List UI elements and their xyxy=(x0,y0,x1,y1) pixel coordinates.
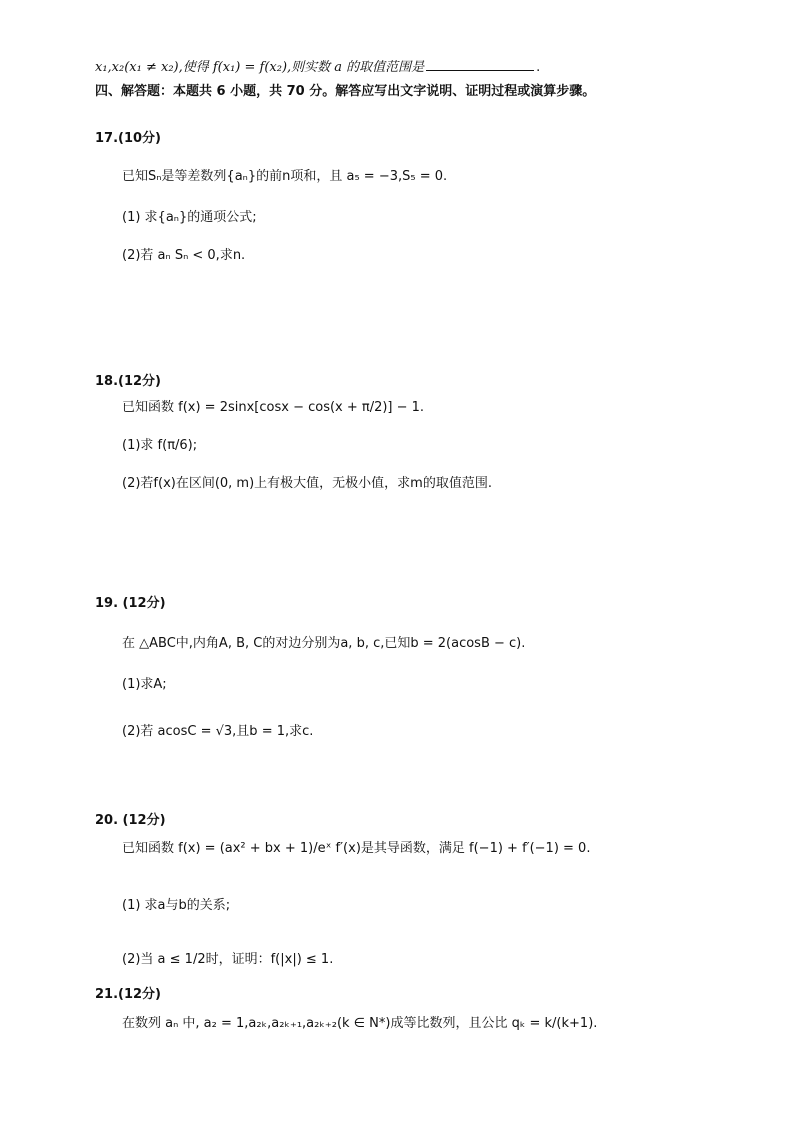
question-17-header: 17.(10分) xyxy=(95,131,162,146)
question-16-period: . xyxy=(536,60,541,75)
question-19-part-2: (2)若 acosC = √3,且b = 1,求c. xyxy=(122,724,314,739)
answer-blank xyxy=(426,58,534,71)
question-18-part-2: (2)若f(x)在区间(0, m)上有极大值，无极小值，求m的取值范围. xyxy=(122,476,492,491)
question-17-part-2: (2)若 aₙ Sₙ < 0,求n. xyxy=(122,248,246,263)
section-heading-answer-questions: 四、解答题：本题共 6 小题，共 70 分。解答应写出文字说明、证明过程或演算步骤。 xyxy=(95,84,596,99)
fill-blank-question-line xyxy=(95,58,540,76)
question-19-stem: 在 △ABC中,内角A, B, C的对边分别为a, b, c,已知b = 2(acosB − c). xyxy=(122,636,526,651)
question-20-part-2: (2)当 a ≤ 1/2时，证明：f(|x|) ≤ 1. xyxy=(122,952,334,967)
question-20-stem: 已知函数 f(x) = (ax² + bx + 1)/eˣ f′(x)是其导函数，满足 f(−1) + f′(−1) = 0. xyxy=(122,841,591,856)
question-16-tail: x₁,x₂(x₁ ≠ x₂),使得 f(x₁) = f(x₂),则实数 a 的取值范围是 xyxy=(95,60,425,75)
question-18-part-1: (1)求 f(π/6); xyxy=(122,438,198,453)
question-20-part-1: (1) 求a与b的关系; xyxy=(122,898,231,913)
question-20-header: 20. (12分) xyxy=(95,813,166,828)
question-17-stem: 已知Sₙ是等差数列{aₙ}的前n项和，且 a₅ = −3,S₅ = 0. xyxy=(122,169,448,184)
question-17-part-1: (1) 求{aₙ}的通项公式; xyxy=(122,210,257,225)
question-18-header: 18.(12分) xyxy=(95,374,162,389)
question-21-stem: 在数列 aₙ 中, a₂ = 1,a₂ₖ,a₂ₖ₊₁,a₂ₖ₊₂(k ∈ N*)成等比数列，且公比 qₖ = k/(k+1). xyxy=(122,1016,598,1031)
question-19-part-1: (1)求A; xyxy=(122,677,167,692)
question-18-stem: 已知函数 f(x) = 2sinx[cosx − cos(x + π/2)] − 1. xyxy=(122,400,425,415)
question-21-header: 21.(12分) xyxy=(95,987,162,1002)
question-19-header: 19. (12分) xyxy=(95,596,166,611)
